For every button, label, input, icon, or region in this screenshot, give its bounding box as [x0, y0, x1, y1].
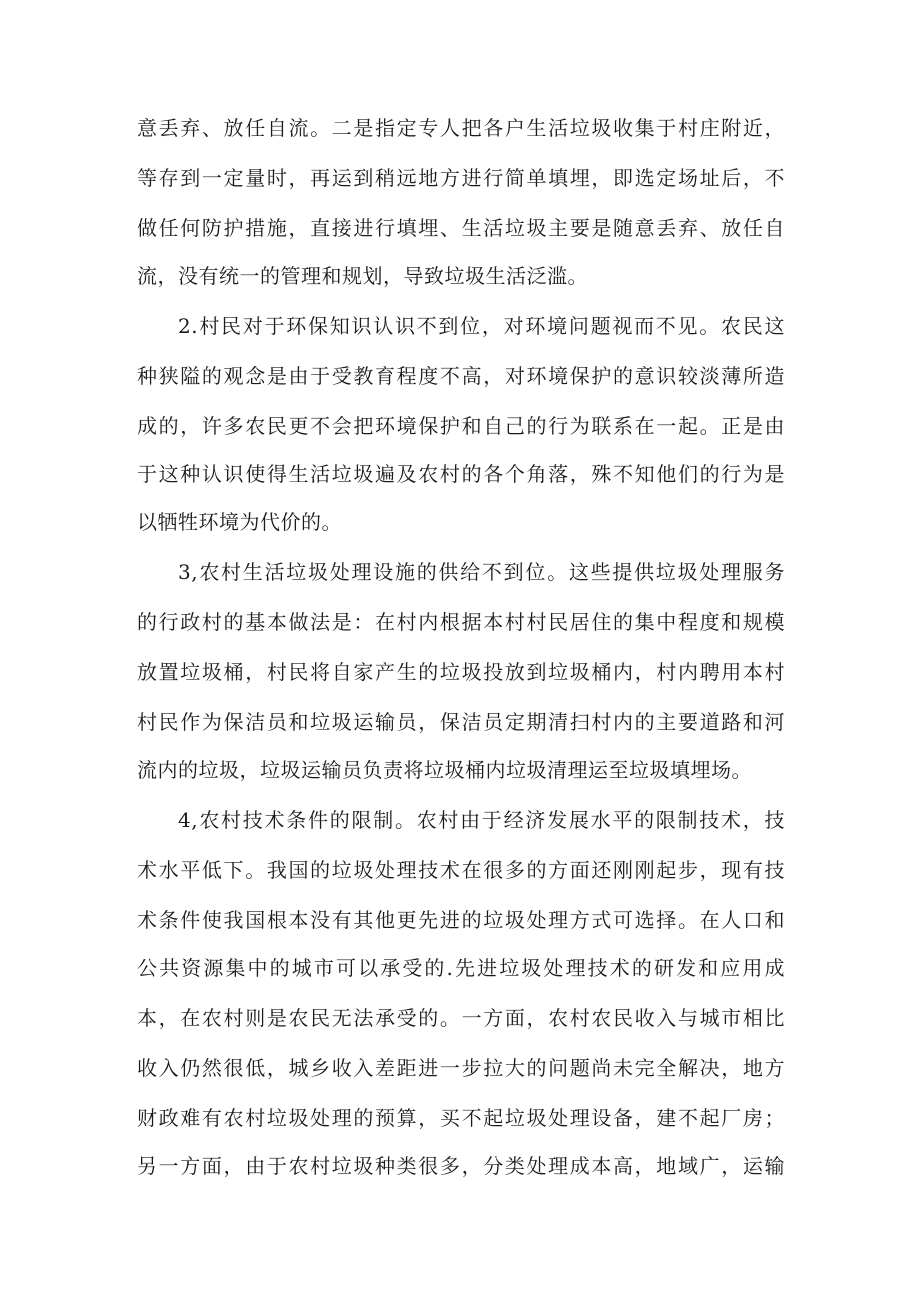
paragraph-4-line-5: 本，在农村则是农民无法承受的。一方面，农村农民收入与城市相比	[137, 1006, 785, 1030]
paragraph-3-line-4: 村民作为保洁员和垃圾运输员，保洁员定期清扫村内的主要道路和河	[137, 710, 785, 734]
paragraph-2-line-2: 种狭隘的观念是由于受教育程度不高，对环境保护的意识较淡薄所造	[137, 364, 785, 388]
text-line-1: 意丢弃、放任自流。二是指定专人把各户生活垃圾收集于村庄附近，	[137, 116, 785, 140]
paragraph-3-line-1: 3,农村生活垃圾处理设施的供给不到位。这些提供垃圾处理服务	[178, 560, 785, 584]
text-line-2: 等存到一定量时，再运到稍远地方进行简单填埋，即选定场址后，不	[137, 166, 785, 190]
paragraph-4-line-8: 另一方面，由于农村垃圾种类很多，分类处理成本高，地域广，运输	[137, 1154, 785, 1178]
paragraph-4-line-4: 公共资源集中的城市可以承受的.先进垃圾处理技术的研发和应用成	[137, 956, 785, 980]
paragraph-2-line-5: 以牺牲环境为代价的。	[137, 510, 342, 534]
paragraph-3-line-2: 的行政村的基本做法是：在村内根据本村村民居住的集中程度和规模	[137, 610, 785, 634]
paragraph-2-line-1: 2.村民对于环保知识认识不到位，对环境问题视而不见。农民这	[178, 314, 785, 338]
paragraph-2-line-3: 成的，许多农民更不会把环境保护和自己的行为联系在一起。正是由	[137, 414, 785, 438]
paragraph-4-line-2: 术水平低下。我国的垃圾处理技术在很多的方面还刚刚起步，现有技	[137, 858, 785, 882]
text-line-3: 做任何防护措施，直接进行填埋、生活垃圾主要是随意丢弃、放任自	[137, 216, 785, 240]
text-line-4: 流，没有统一的管理和规划，导致垃圾生活泛滥。	[137, 264, 588, 288]
paragraph-2-line-4: 于这种认识使得生活垃圾遍及农村的各个角落，殊不知他们的行为是	[137, 462, 785, 486]
paragraph-3-line-3: 放置垃圾桶，村民将自家产生的垃圾投放到垃圾桶内，村内聘用本村	[137, 660, 785, 684]
paragraph-4-line-3: 术条件使我国根本没有其他更先进的垃圾处理方式可选择。在人口和	[137, 908, 785, 932]
paragraph-4-line-6: 收入仍然很低，城乡收入差距进一步拉大的问题尚未完全解决，地方	[137, 1056, 785, 1080]
paragraph-4-line-1: 4,农村技术条件的限制。农村由于经济发展水平的限制技术，技	[178, 808, 785, 832]
paragraph-3-line-5: 流内的垃圾，垃圾运输员负责将垃圾桶内垃圾清理运至垃圾填埋场。	[137, 758, 752, 782]
paragraph-4-line-7: 财政难有农村垃圾处理的预算，买不起垃圾处理设备，建不起厂房；	[137, 1106, 785, 1130]
